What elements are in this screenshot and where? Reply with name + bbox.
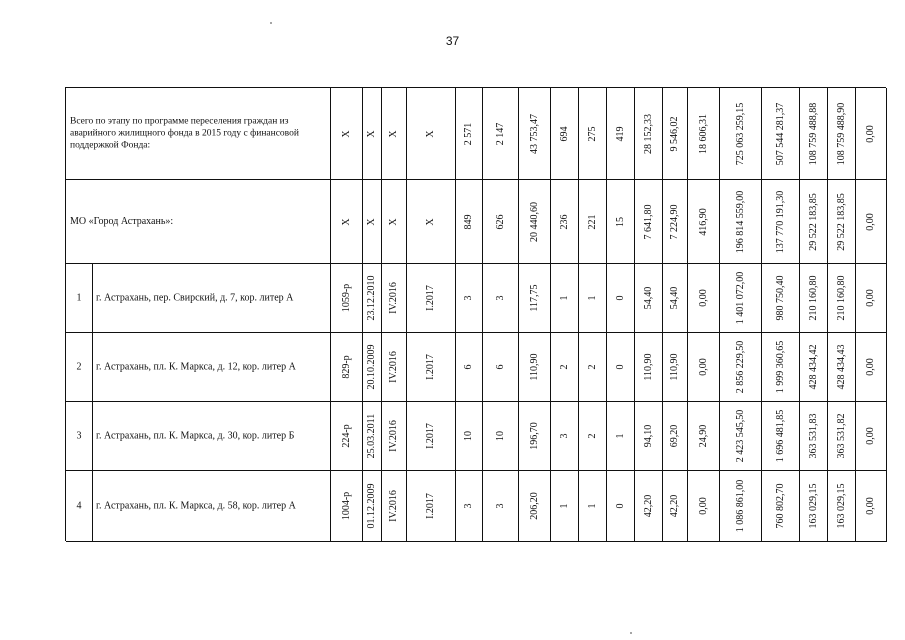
row-number-cell xyxy=(66,402,93,471)
cell-value: 1 xyxy=(614,433,626,439)
mo-row-value: 626 xyxy=(494,214,506,229)
table-cell xyxy=(800,264,828,333)
cell-value: 110,90 xyxy=(642,353,654,381)
table-cell xyxy=(579,471,607,542)
table-cell xyxy=(483,402,519,471)
cell-value: 3 xyxy=(494,295,506,301)
cell-value: 42,20 xyxy=(669,494,680,518)
table-cell xyxy=(407,402,456,471)
table-cell xyxy=(483,471,519,542)
total-row-cell xyxy=(331,88,363,180)
mo-row-cell xyxy=(331,180,363,264)
mo-row-cell xyxy=(856,180,887,264)
cell-value: 10 xyxy=(494,431,506,441)
cell-value: 0,00 xyxy=(865,427,876,445)
table-cell xyxy=(856,471,887,542)
total-row-value: 2 147 xyxy=(494,122,506,145)
mo-row-cell xyxy=(551,180,579,264)
table-cell xyxy=(663,264,688,333)
table-cell xyxy=(688,471,720,542)
cell-value: 829-р xyxy=(340,355,352,379)
cell-value: 10 xyxy=(463,431,474,441)
cell-value: 760 802,70 xyxy=(774,483,786,529)
cell-value: 117,75 xyxy=(528,284,540,312)
cell-value: 0,00 xyxy=(865,358,876,376)
cell-value: 3 xyxy=(463,503,474,509)
cell-value: 54,40 xyxy=(642,286,654,310)
cell-value: 0 xyxy=(614,503,626,509)
cell-value: 69,20 xyxy=(669,424,680,448)
table-cell xyxy=(856,402,887,471)
cell-value: I.2017 xyxy=(425,423,436,449)
mo-row-label: МО «Город Астрахань»: xyxy=(70,215,174,227)
mo-row-value: 137 770 191,30 xyxy=(774,190,786,253)
mo-row-value: 849 xyxy=(463,214,474,229)
total-row xyxy=(66,88,886,180)
cell-value: 1 999 360,65 xyxy=(774,340,786,394)
cell-value: 110,90 xyxy=(669,353,680,381)
table-cell xyxy=(762,402,800,471)
cell-value: I.2017 xyxy=(425,493,436,519)
cell-value: IV.2016 xyxy=(388,490,399,522)
table-cell xyxy=(363,402,382,471)
cell-value: 163 029,15 xyxy=(807,483,819,529)
total-row-cell xyxy=(688,88,720,180)
table-cell xyxy=(607,264,635,333)
cell-value: 3 xyxy=(558,433,570,439)
table-cell xyxy=(519,264,551,333)
row-number-cell xyxy=(66,471,93,542)
table-cell xyxy=(551,402,579,471)
cell-value: IV.2016 xyxy=(388,282,399,314)
total-row-cell xyxy=(635,88,663,180)
total-row-cell xyxy=(856,88,887,180)
table-cell xyxy=(363,264,382,333)
table-cell xyxy=(519,471,551,542)
total-row-cell xyxy=(762,88,800,180)
total-row-value: 9 546,02 xyxy=(669,116,680,151)
total-row-cell xyxy=(483,88,519,180)
cell-value: 0,00 xyxy=(865,289,876,307)
table-cell xyxy=(828,264,856,333)
mo-row-cell xyxy=(456,180,483,264)
table-cell xyxy=(828,402,856,471)
cell-value: 0,00 xyxy=(865,497,876,515)
cell-value: 363 531,82 xyxy=(835,413,847,459)
cell-value: 428 434,43 xyxy=(835,344,847,390)
total-row-cell xyxy=(607,88,635,180)
table-cell xyxy=(363,333,382,402)
mo-row-value: 29 522 183,85 xyxy=(807,192,819,251)
cell-value: 24,90 xyxy=(697,424,709,448)
table-cell xyxy=(331,333,363,402)
table-cell xyxy=(635,264,663,333)
cell-value: IV.2016 xyxy=(388,351,399,383)
total-row-value: X xyxy=(366,129,377,138)
total-row-cell xyxy=(828,88,856,180)
address-cell xyxy=(93,264,331,333)
cell-value: 2 xyxy=(586,364,598,370)
page-number: 37 xyxy=(445,34,460,48)
mo-row-value: 0,00 xyxy=(865,212,876,231)
total-row-value: 18 606,31 xyxy=(697,113,709,154)
row-number: 1 xyxy=(76,292,82,304)
row-number: 3 xyxy=(76,430,82,442)
table-cell xyxy=(663,471,688,542)
mo-row-value: X xyxy=(366,217,377,226)
total-row-value: 108 759 488,90 xyxy=(835,102,847,165)
mo-row-cell xyxy=(579,180,607,264)
house-address: г. Астрахань, пл. К. Маркса, д. 12, кор. литер А xyxy=(96,361,296,373)
table-cell xyxy=(720,333,762,402)
table-cell xyxy=(720,264,762,333)
table-cell xyxy=(382,402,407,471)
total-row-value: 43 753,47 xyxy=(528,113,540,154)
cell-value: I.2017 xyxy=(425,285,436,311)
total-row-value: 2 571 xyxy=(463,122,474,145)
total-row-value: X xyxy=(340,129,352,138)
table-cell xyxy=(607,333,635,402)
cell-value: 196,70 xyxy=(528,422,540,450)
table-cell xyxy=(456,333,483,402)
total-row-value: 275 xyxy=(586,126,598,141)
cell-value: 0 xyxy=(614,364,626,370)
table-cell xyxy=(800,333,828,402)
mo-row-value: 236 xyxy=(558,214,570,229)
total-row-label-cell xyxy=(66,88,331,180)
table-row xyxy=(66,264,886,333)
house-address: г. Астрахань, пл. К. Маркса, д. 58, кор. литер А xyxy=(96,500,296,512)
row-number: 2 xyxy=(76,361,82,373)
mo-row-cell xyxy=(635,180,663,264)
cell-value: 1 xyxy=(558,503,570,509)
table-cell xyxy=(688,402,720,471)
scan-speck xyxy=(630,632,632,634)
table-cell xyxy=(456,471,483,542)
mo-row-value: 221 xyxy=(586,214,598,229)
total-row-cell xyxy=(579,88,607,180)
scan-speck xyxy=(270,22,272,24)
cell-value: 25.03.2011 xyxy=(366,413,377,459)
cell-value: 1 696 481,85 xyxy=(774,409,786,463)
cell-value: 163 029,15 xyxy=(835,483,847,529)
cell-value: 6 xyxy=(463,364,474,370)
table-cell xyxy=(856,333,887,402)
mo-row-label-cell xyxy=(66,180,331,264)
table-cell xyxy=(331,402,363,471)
total-row-value: 108 759 488,88 xyxy=(807,102,819,165)
table-cell xyxy=(607,471,635,542)
table-cell xyxy=(800,471,828,542)
table-cell xyxy=(762,264,800,333)
cell-value: 1 401 072,00 xyxy=(734,271,746,325)
total-row-value: 694 xyxy=(558,126,570,141)
mo-row-value: X xyxy=(425,217,436,226)
table-cell xyxy=(382,264,407,333)
table-cell xyxy=(363,471,382,542)
cell-value: 224-р xyxy=(340,424,352,448)
cell-value: 363 531,83 xyxy=(807,413,819,459)
cell-value: I.2017 xyxy=(425,354,436,380)
cell-value: 210 160,80 xyxy=(807,275,819,321)
row-number-cell xyxy=(66,264,93,333)
total-row-cell xyxy=(456,88,483,180)
table-cell xyxy=(519,333,551,402)
cell-value: 2 856 229,50 xyxy=(734,340,746,394)
cell-value: 210 160,80 xyxy=(835,275,847,321)
total-row-value: X xyxy=(388,129,399,138)
mo-row-value: 15 xyxy=(614,216,626,227)
address-cell xyxy=(93,471,331,542)
cell-value: 54,40 xyxy=(669,286,680,310)
total-row-value: 507 544 281,37 xyxy=(774,102,786,165)
table-cell xyxy=(856,264,887,333)
address-cell xyxy=(93,402,331,471)
mo-row-value: 416,90 xyxy=(697,207,709,236)
cell-value: 110,90 xyxy=(528,353,540,381)
total-row-cell xyxy=(800,88,828,180)
cell-value: 3 xyxy=(494,503,506,509)
table-cell xyxy=(456,264,483,333)
table-cell xyxy=(483,333,519,402)
cell-value: 3 xyxy=(463,295,474,301)
mo-row-value: 20 440,60 xyxy=(528,201,540,242)
row-number-cell xyxy=(66,333,93,402)
house-address: г. Астрахань, пл. К. Маркса, д. 30, кор. литер Б xyxy=(96,430,295,442)
mo-row-cell xyxy=(483,180,519,264)
cell-value: 2 xyxy=(558,364,570,370)
total-row-cell xyxy=(407,88,456,180)
table-cell xyxy=(688,333,720,402)
table-cell xyxy=(720,471,762,542)
table-cell xyxy=(483,264,519,333)
table-cell xyxy=(407,471,456,542)
cell-value: 23.12.2010 xyxy=(366,275,377,321)
total-row-value: 28 152,33 xyxy=(642,113,654,154)
total-row-cell xyxy=(551,88,579,180)
table-cell xyxy=(635,402,663,471)
total-row-cell xyxy=(720,88,762,180)
cell-value: 6 xyxy=(494,364,506,370)
cell-value: 2 423 545,50 xyxy=(734,409,746,463)
cell-value: 20.10.2009 xyxy=(366,344,377,390)
table-row xyxy=(66,333,886,402)
total-row-cell xyxy=(519,88,551,180)
mo-row-value: X xyxy=(388,217,399,226)
address-cell xyxy=(93,333,331,402)
mo-row-cell xyxy=(382,180,407,264)
mo-row xyxy=(66,180,886,264)
resettlement-table xyxy=(65,87,886,541)
cell-value: 0 xyxy=(614,295,626,301)
table-cell xyxy=(331,471,363,542)
table-cell xyxy=(407,333,456,402)
table-cell xyxy=(382,333,407,402)
table-cell xyxy=(663,333,688,402)
cell-value: 42,20 xyxy=(642,494,654,518)
mo-row-value: 29 522 183,85 xyxy=(835,192,847,251)
table-cell xyxy=(456,402,483,471)
table-cell xyxy=(762,333,800,402)
cell-value: 1 xyxy=(586,295,598,301)
total-row-cell xyxy=(663,88,688,180)
mo-row-cell xyxy=(363,180,382,264)
table-cell xyxy=(579,402,607,471)
cell-value: 0,00 xyxy=(697,497,709,515)
table-cell xyxy=(800,402,828,471)
mo-row-value: 7 224,90 xyxy=(669,204,680,239)
table-cell xyxy=(331,264,363,333)
cell-value: 1004-р xyxy=(340,491,352,521)
mo-row-cell xyxy=(663,180,688,264)
cell-value: 428 434,42 xyxy=(807,344,819,390)
cell-value: 2 xyxy=(586,433,598,439)
table-cell xyxy=(551,333,579,402)
table-cell xyxy=(720,402,762,471)
mo-row-cell xyxy=(800,180,828,264)
total-row-value: X xyxy=(425,129,436,138)
table-cell xyxy=(762,471,800,542)
table-cell xyxy=(828,333,856,402)
cell-value: 01.12.2009 xyxy=(366,483,377,529)
mo-row-value: 196 814 559,00 xyxy=(734,190,746,253)
total-row-cell xyxy=(363,88,382,180)
mo-row-value: 7 641,80 xyxy=(642,204,654,239)
table-cell xyxy=(663,402,688,471)
cell-value: 1 xyxy=(558,295,570,301)
mo-row-cell xyxy=(762,180,800,264)
cell-value: 94,10 xyxy=(642,424,654,448)
cell-value: IV.2016 xyxy=(388,420,399,452)
table-cell xyxy=(828,471,856,542)
mo-row-cell xyxy=(407,180,456,264)
house-address: г. Астрахань, пер. Свирский, д. 7, кор. литер А xyxy=(96,292,294,304)
cell-value: 0,00 xyxy=(697,358,709,376)
table-cell xyxy=(519,402,551,471)
cell-value: 1 086 861,00 xyxy=(734,479,746,533)
table-cell xyxy=(551,471,579,542)
total-row-value: 0,00 xyxy=(865,124,876,143)
cell-value: 206,20 xyxy=(528,492,540,520)
mo-row-cell xyxy=(828,180,856,264)
cell-value: 0,00 xyxy=(697,289,709,307)
cell-value: 1 xyxy=(586,503,598,509)
table-cell xyxy=(579,333,607,402)
mo-row-cell xyxy=(519,180,551,264)
table-cell xyxy=(635,471,663,542)
total-row-label: Всего по этапу по программе переселения граждан из аварийного жилищного фонда в 2015 году с финансовой поддержкой Фонда: xyxy=(70,115,299,151)
row-number: 4 xyxy=(76,500,82,512)
table-cell xyxy=(635,333,663,402)
mo-row-cell xyxy=(688,180,720,264)
table-cell xyxy=(551,264,579,333)
total-row-value: 419 xyxy=(614,126,626,141)
mo-row-value: X xyxy=(340,217,352,226)
table-cell xyxy=(407,264,456,333)
mo-row-cell xyxy=(720,180,762,264)
cell-value: 980 750,40 xyxy=(774,275,786,321)
cell-value: 1059-р xyxy=(340,283,352,313)
table-cell xyxy=(607,402,635,471)
total-row-cell xyxy=(382,88,407,180)
table-cell xyxy=(688,264,720,333)
table-row xyxy=(66,471,886,542)
table-row xyxy=(66,402,886,471)
mo-row-cell xyxy=(607,180,635,264)
table-cell xyxy=(579,264,607,333)
table-cell xyxy=(382,471,407,542)
total-row-value: 725 063 259,15 xyxy=(734,102,746,165)
